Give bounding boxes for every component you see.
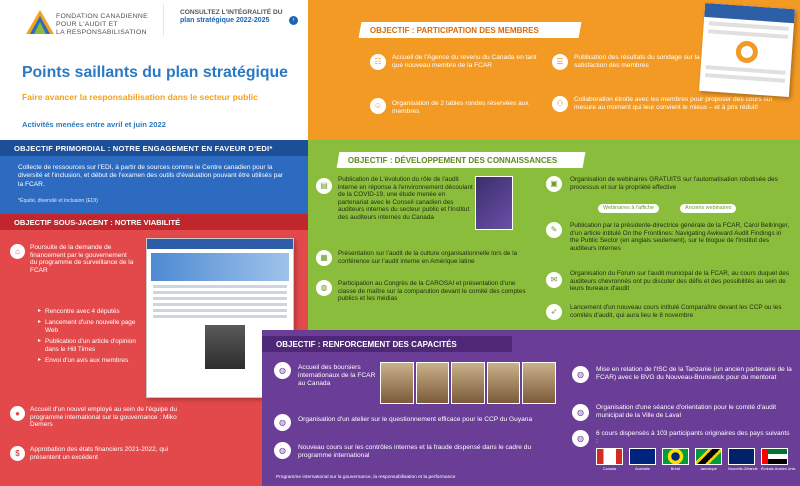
globe-icon: ◍ (274, 362, 291, 379)
globe-icon: ◍ (274, 414, 291, 431)
funding-activities-list (38, 308, 138, 368)
article-icon: ✎ (546, 222, 562, 238)
collaboration-icon: ⚇ (552, 96, 568, 112)
header (0, 0, 308, 140)
knowledge-heading-text: OBJECTIF : DÉVELOPPEMENT DES CONNAISSANCES (347, 156, 558, 165)
organization-name-line: POUR L'AUDIT ET (56, 21, 118, 28)
capacity-item: Nouveau cours sur les contrôles internes et la fraude dispensé dans le cadre du programme international (298, 444, 532, 459)
participation-item: Publication des résultats du sondage sur la satisfaction des membres (574, 54, 700, 69)
capacity-item: Mise en relation de l'ISC de la Tanzanie (un ancien partenaire de la FCAR) avec le BVG du Nouveau-Brunswick pour du mentorat (596, 366, 792, 381)
funding-request-text: Poursuite de la demande de financement par le gouvernement du programme de surveillance de la FCAR (30, 244, 134, 274)
knowledge-item: Publication par la présidente-directrice générale de la FCAR, Carol Bellringer, d'un article intitulé On the Frontlines: Navigating Awkward Audit Findings in the Public Sector (en anglais seulement), sur le blogue de l'Institut des auditeurs internes (570, 222, 790, 252)
list-item: ▸ Publication d'un article d'opinion dans le Hill Times (38, 338, 138, 353)
plan-link-line2: plan stratégique 2022-2025 (180, 17, 270, 25)
flag-jamaica (695, 448, 722, 471)
rocket-icon: ➶ (546, 304, 562, 320)
edi-heading: OBJECTIF PRIMORDIAL : NOTRE ENGAGEMENT EN FAVEUR D'EDI* (0, 140, 308, 156)
globe-icon: ◍ (572, 430, 589, 447)
knowledge-item: Lancement d'un nouveau cours intitulé Comparaître devant les CCP ou les comités d'audit, qui aura lieu le 8 novembre (570, 304, 782, 319)
organization-name-line: FONDATION CANADIENNE (56, 13, 148, 20)
globe-icon: ◍ (572, 404, 589, 421)
capacity-footer: Programme international sur la gouvernance, la responsabilisation et la performance (276, 475, 456, 480)
edi-footnote: *Équité, diversité et inclusion (EDI) (18, 198, 98, 204)
flag-new-zealand (728, 448, 758, 471)
building-icon: ⌂ (10, 244, 25, 259)
study-cover-image (475, 176, 513, 230)
arrow-right-icon: › (289, 16, 298, 25)
capacity-item: Organisation d'une séance d'orientation pour le comité d'audit municipal de la Ville de Laval (596, 404, 777, 419)
knowledge-item: Publication de L'évolution du rôle de l'audit interne en réponse à l'environnement découlant de la COVID-19, une étude menée en partenariat avec le Conseil canadien des auditeurs internes du secteur public et l'Institut des auditeurs internes du Canada (338, 176, 473, 221)
list-item: ▸ Envoi d'un avis aux membres (38, 357, 138, 364)
knowledge-section (308, 140, 800, 330)
webinar-icon: ▣ (546, 176, 562, 192)
page-subtitle: Faire avancer la responsabilisation dans le secteur public (22, 92, 258, 102)
financial-statements-text: Approbation des états financiers 2021-2022, qui présentent un excédent (30, 446, 169, 461)
person-icon: ● (10, 406, 25, 421)
survey-icon: ☰ (552, 54, 568, 70)
country-label: Brésil (670, 467, 681, 471)
country-label: Canada (602, 467, 617, 471)
country-label: Jamaïque (700, 467, 717, 471)
strategic-plan-link[interactable] (163, 4, 308, 36)
globe-icon: ◍ (316, 280, 332, 296)
country-label: Émirats Arabes Unis (761, 467, 796, 471)
participation-heading-text: OBJECTIF : PARTICIPATION DES MEMBRES (369, 26, 539, 35)
flag-australia (629, 448, 656, 471)
knowledge-heading (337, 152, 586, 168)
past-webinars-button[interactable]: Anciens webinaires (680, 204, 736, 213)
new-employee-text: Accueil d'un nouvel employé au sein de l'équipe du programme international sur la gouvernance : Miko Demers (30, 406, 178, 429)
organization-name-line: LA RESPONSABILISATION (56, 29, 147, 36)
dollar-icon: $ (10, 446, 25, 461)
participation-item: Collaboration étroite avec les membres pour proposer des cours sur mesure au moment qui leur convient le mieux – et à prix réduit! (574, 96, 773, 111)
fellow-photo (451, 362, 485, 404)
participation-item: Organisation de 2 tables rondes réservées aux membres (392, 100, 529, 115)
participation-item: Accueil de l'Agence du revenu du Canada en tant que nouveau membre de la FCAR (392, 54, 537, 69)
current-webinars-button[interactable]: Webinaires à l'affiche (598, 204, 659, 213)
presentation-icon: ▦ (316, 250, 332, 266)
edi-section (0, 140, 308, 214)
list-item: ▸ Lancement d'une nouvelle page Web (38, 319, 138, 334)
fellow-photo (416, 362, 450, 404)
people-icon: ☺ (370, 98, 386, 114)
capacity-item: Organisation d'un atelier sur le questionnement efficace pour le CCP du Guyana (298, 416, 533, 423)
country-label: Australie (635, 467, 650, 471)
globe-icon: ◍ (274, 442, 291, 459)
globe-icon: ◍ (572, 366, 589, 383)
page-title: Points saillants du plan stratégique (22, 64, 288, 81)
book-icon: ▤ (316, 178, 332, 194)
capacity-heading: OBJECTIF : RENFORCEMENT DES CAPACITÉS (262, 336, 512, 352)
forum-icon: ✉ (546, 272, 562, 288)
capacity-section (262, 330, 800, 486)
participation-section (308, 0, 800, 140)
fellows-photos (380, 362, 556, 404)
knowledge-item: Participation au Congrès de la CAROSAI et présentation d'une classe de maître sur la comparution devant le comité des comptes publics et les médias (338, 280, 526, 302)
flag-uae (761, 448, 796, 471)
plan-link-line1: CONSULTEZ L'INTÉGRALITÉ DU (180, 9, 283, 16)
survey-report-image (699, 3, 795, 97)
activity-dates: Activités menées entre avril et juin 2022 (22, 120, 166, 129)
country-flags (596, 448, 796, 471)
participation-heading (359, 22, 582, 38)
fellow-photo (522, 362, 556, 404)
foundation-logo-icon (26, 10, 54, 34)
fellow-photo (487, 362, 521, 404)
capacity-item: 6 cours dispensés à 103 participants originaires des pays suivants : (596, 430, 790, 445)
edi-body: Collecte de ressources sur l'EDI, à partir de sources comme le Centre canadien pour la diversité et l'inclusion, et début de l'examen des outils d'évaluation pouvant être utilisés par la FCAR. (18, 164, 284, 188)
list-item: ▸ Rencontre avec 4 députés (38, 308, 138, 315)
knowledge-item: Présentation sur l'audit de la culture organisationnelle lors de la conférence sur l'audit interne en Amérique latine (338, 250, 518, 265)
fellow-photo (380, 362, 414, 404)
knowledge-item: Organisation de webinaires GRATUITS sur l'automatisation robotisée des processus et sur la propriété effective (570, 176, 778, 191)
fellows-text: Accueil des boursiers internationaux de la FCAR au Canada (298, 364, 376, 387)
country-label: Nouvelle-Zélande (728, 467, 758, 471)
flag-brazil (662, 448, 689, 471)
group-icon: ☷ (370, 54, 386, 70)
viability-heading: OBJECTIF SOUS-JACENT : NOTRE VIABILITÉ (0, 214, 308, 230)
organization-name (56, 13, 148, 37)
flag-canada (596, 448, 623, 471)
knowledge-item: Organisation du Forum sur l'audit municipal de la FCAR, au cours duquel des auditeurs chevronnés ont pu discuter des défis et des possibilités au sein de leurs bureaux d'audit (570, 270, 789, 292)
